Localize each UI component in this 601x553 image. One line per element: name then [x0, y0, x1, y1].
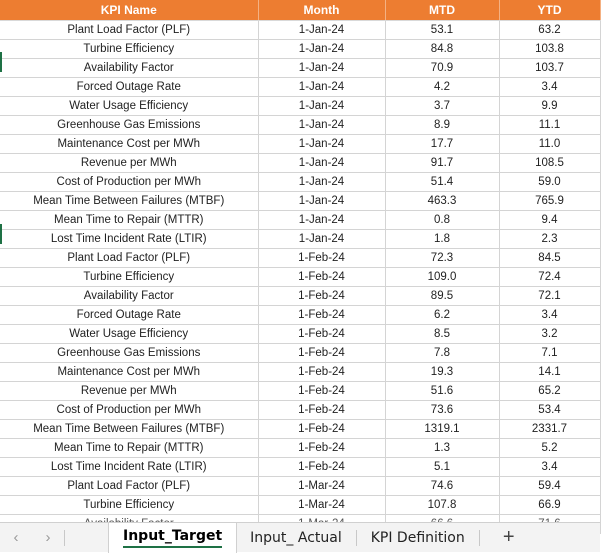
cell-kpi-name[interactable]: Revenue per MWh — [0, 153, 258, 172]
table-row — [0, 248, 600, 267]
cell-month[interactable]: 1-Jan-24 — [258, 77, 385, 96]
table-row — [0, 324, 600, 343]
cell-month[interactable]: 1-Jan-24 — [258, 39, 385, 58]
cell-kpi-name[interactable]: Cost of Production per MWh — [0, 172, 258, 191]
cell-ytd[interactable]: 72.1 — [499, 286, 600, 305]
cell-month[interactable]: 1-Feb-24 — [258, 248, 385, 267]
cell-month[interactable]: 1-Jan-24 — [258, 172, 385, 191]
table-row — [0, 153, 600, 172]
cell-month[interactable]: 1-Feb-24 — [258, 267, 385, 286]
cell-kpi-name[interactable]: Forced Outage Rate — [0, 77, 258, 96]
cell-kpi-name[interactable]: Availability Factor — [0, 286, 258, 305]
cell-ytd[interactable]: 3.4 — [499, 77, 600, 96]
tab-input-actual[interactable] — [236, 523, 356, 553]
cell-month[interactable]: 1-Feb-24 — [258, 324, 385, 343]
cell-month[interactable]: 1-Jan-24 — [258, 115, 385, 134]
cell-kpi-name[interactable]: Forced Outage Rate — [0, 305, 258, 324]
cell-kpi-name[interactable]: Maintenance Cost per MWh — [0, 134, 258, 153]
tab-divider — [479, 530, 480, 546]
cell-ytd[interactable]: 11.0 — [499, 134, 600, 153]
cell-ytd[interactable]: 66.9 — [499, 495, 600, 514]
table-row — [0, 381, 600, 400]
table-row — [0, 267, 600, 286]
cell-mtd[interactable]: 3.7 — [385, 96, 499, 115]
cell-mtd[interactable]: 72.3 — [385, 248, 499, 267]
table-row — [0, 39, 600, 58]
table-row — [0, 286, 600, 305]
chevron-left-icon[interactable]: ‹ — [13, 529, 19, 546]
cell-month[interactable]: 1-Jan-24 — [258, 210, 385, 229]
cell-mtd[interactable]: 1.3 — [385, 438, 499, 457]
add-sheet-button[interactable]: + — [502, 526, 515, 548]
cell-kpi-name[interactable]: Turbine Efficiency — [0, 267, 258, 286]
table-row — [0, 476, 600, 495]
cell-month[interactable]: 1-Feb-24 — [258, 400, 385, 419]
cell-mtd[interactable]: 19.3 — [385, 362, 499, 381]
table-row — [0, 58, 600, 77]
cell-ytd[interactable]: 14.1 — [499, 362, 600, 381]
header-ytd[interactable]: YTD — [499, 0, 600, 20]
row-marker — [0, 224, 2, 244]
cell-kpi-name[interactable]: Maintenance Cost per MWh — [0, 362, 258, 381]
table-row — [0, 172, 600, 191]
cell-kpi-name[interactable]: Plant Load Factor (PLF) — [0, 476, 258, 495]
table-row — [0, 343, 600, 362]
table-row — [0, 305, 600, 324]
cell-mtd[interactable]: 89.5 — [385, 286, 499, 305]
cell-month[interactable]: 1-Mar-24 — [258, 476, 385, 495]
chevron-right-icon[interactable]: › — [45, 529, 51, 546]
cell-kpi-name[interactable]: Plant Load Factor (PLF) — [0, 248, 258, 267]
cell-mtd[interactable]: 53.1 — [385, 20, 499, 39]
cell-mtd[interactable]: 6.2 — [385, 305, 499, 324]
cell-ytd[interactable]: 59.4 — [499, 476, 600, 495]
cell-month[interactable]: 1-Feb-24 — [258, 343, 385, 362]
cell-month[interactable]: 1-Jan-24 — [258, 134, 385, 153]
cell-kpi-name[interactable]: Plant Load Factor (PLF) — [0, 20, 258, 39]
tab-label: KPI Definition — [370, 529, 465, 546]
cell-kpi-name[interactable]: Lost Time Incident Rate (LTIR) — [0, 457, 258, 476]
cell-ytd[interactable]: 53.4 — [499, 400, 600, 419]
cell-month[interactable]: 1-Feb-24 — [258, 362, 385, 381]
cell-month[interactable]: 1-Jan-24 — [258, 229, 385, 248]
cell-ytd[interactable]: 3.2 — [499, 324, 600, 343]
sheet-tab-bar — [0, 522, 600, 552]
row-marker — [0, 52, 2, 72]
cell-mtd[interactable]: 74.6 — [385, 476, 499, 495]
cell-ytd[interactable]: 765.9 — [499, 191, 600, 210]
tab-divider — [64, 530, 65, 546]
cell-mtd[interactable]: 463.3 — [385, 191, 499, 210]
cell-mtd[interactable]: 8.9 — [385, 115, 499, 134]
cell-mtd[interactable]: 91.7 — [385, 153, 499, 172]
cell-month[interactable]: 1-Feb-24 — [258, 438, 385, 457]
table-row — [0, 191, 600, 210]
cell-kpi-name[interactable]: Cost of Production per MWh — [0, 400, 258, 419]
header-mtd[interactable]: MTD — [385, 0, 499, 20]
cell-kpi-name[interactable]: Water Usage Efficiency — [0, 324, 258, 343]
cell-ytd[interactable]: 2.3 — [499, 229, 600, 248]
cell-ytd[interactable]: 9.4 — [499, 210, 600, 229]
cell-ytd[interactable]: 65.2 — [499, 381, 600, 400]
cell-mtd[interactable]: 84.8 — [385, 39, 499, 58]
cell-kpi-name[interactable]: Mean Time Between Failures (MTBF) — [0, 191, 258, 210]
table-row — [0, 210, 600, 229]
cell-ytd[interactable]: 108.5 — [499, 153, 600, 172]
table-row — [0, 20, 600, 39]
cell-kpi-name[interactable]: Mean Time Between Failures (MTBF) — [0, 419, 258, 438]
cell-kpi-name[interactable]: Mean Time to Repair (MTTR) — [0, 210, 258, 229]
cell-kpi-name[interactable]: Availability Factor — [0, 58, 258, 77]
table-row — [0, 77, 600, 96]
cell-mtd[interactable]: 17.7 — [385, 134, 499, 153]
cell-mtd[interactable]: 51.4 — [385, 172, 499, 191]
cell-mtd[interactable]: 70.9 — [385, 58, 499, 77]
table-row — [0, 457, 600, 476]
cell-mtd[interactable]: 0.8 — [385, 210, 499, 229]
table-row — [0, 438, 600, 457]
cell-mtd[interactable]: 1.8 — [385, 229, 499, 248]
table-row — [0, 115, 600, 134]
cell-month[interactable]: 1-Feb-24 — [258, 419, 385, 438]
cell-month[interactable]: 1-Mar-24 — [258, 495, 385, 514]
table-row — [0, 134, 600, 153]
table-row — [0, 229, 600, 248]
header-kpi-name[interactable]: KPI Name — [0, 0, 258, 20]
table-row — [0, 96, 600, 115]
tab-kpi-definition[interactable] — [357, 523, 479, 553]
cell-mtd[interactable]: 73.6 — [385, 400, 499, 419]
cell-mtd[interactable]: 1319.1 — [385, 419, 499, 438]
cell-mtd[interactable]: 5.1 — [385, 457, 499, 476]
cell-kpi-name[interactable]: Lost Time Incident Rate (LTIR) — [0, 229, 258, 248]
cell-kpi-name[interactable]: Turbine Efficiency — [0, 39, 258, 58]
header-month[interactable]: Month — [258, 0, 385, 20]
cell-mtd[interactable]: 51.6 — [385, 381, 499, 400]
cell-month[interactable]: 1-Jan-24 — [258, 58, 385, 77]
cell-kpi-name[interactable]: Revenue per MWh — [0, 381, 258, 400]
cell-ytd[interactable]: 9.9 — [499, 96, 600, 115]
cell-ytd[interactable]: 103.7 — [499, 58, 600, 77]
table-row — [0, 362, 600, 381]
cell-kpi-name[interactable]: Greenhouse Gas Emissions — [0, 343, 258, 362]
cell-month[interactable]: 1-Jan-24 — [258, 20, 385, 39]
cell-ytd[interactable]: 2331.7 — [499, 419, 600, 438]
cell-month[interactable]: 1-Jan-24 — [258, 191, 385, 210]
tab-label: Input_Target — [123, 528, 222, 548]
cell-month[interactable]: 1-Feb-24 — [258, 381, 385, 400]
cell-ytd[interactable]: 5.2 — [499, 438, 600, 457]
cell-mtd[interactable]: 109.0 — [385, 267, 499, 286]
cell-ytd[interactable]: 11.1 — [499, 115, 600, 134]
cell-kpi-name[interactable]: Turbine Efficiency — [0, 495, 258, 514]
cell-ytd[interactable]: 7.1 — [499, 343, 600, 362]
cell-mtd[interactable]: 107.8 — [385, 495, 499, 514]
cell-mtd[interactable]: 4.2 — [385, 77, 499, 96]
cell-mtd[interactable]: 8.5 — [385, 324, 499, 343]
cell-mtd[interactable]: 7.8 — [385, 343, 499, 362]
cell-ytd[interactable]: 3.4 — [499, 457, 600, 476]
cell-ytd[interactable]: 3.4 — [499, 305, 600, 324]
cell-ytd[interactable]: 103.8 — [499, 39, 600, 58]
cell-kpi-name[interactable]: Water Usage Efficiency — [0, 96, 258, 115]
table-row — [0, 400, 600, 419]
cell-ytd[interactable]: 63.2 — [499, 20, 600, 39]
cell-month[interactable]: 1-Jan-24 — [258, 96, 385, 115]
header-row — [0, 0, 600, 20]
table-row — [0, 419, 600, 438]
cell-ytd[interactable]: 59.0 — [499, 172, 600, 191]
cell-month[interactable]: 1-Jan-24 — [258, 153, 385, 172]
tab-label: Input_ Actual — [250, 529, 342, 546]
cell-month[interactable]: 1-Feb-24 — [258, 305, 385, 324]
cell-kpi-name[interactable]: Greenhouse Gas Emissions — [0, 115, 258, 134]
cell-month[interactable]: 1-Feb-24 — [258, 457, 385, 476]
cell-ytd[interactable]: 72.4 — [499, 267, 600, 286]
cell-month[interactable]: 1-Feb-24 — [258, 286, 385, 305]
tab-input-target[interactable] — [109, 523, 236, 553]
cell-ytd[interactable]: 84.5 — [499, 248, 600, 267]
table-row — [0, 495, 600, 514]
cell-kpi-name[interactable]: Mean Time to Repair (MTTR) — [0, 438, 258, 457]
